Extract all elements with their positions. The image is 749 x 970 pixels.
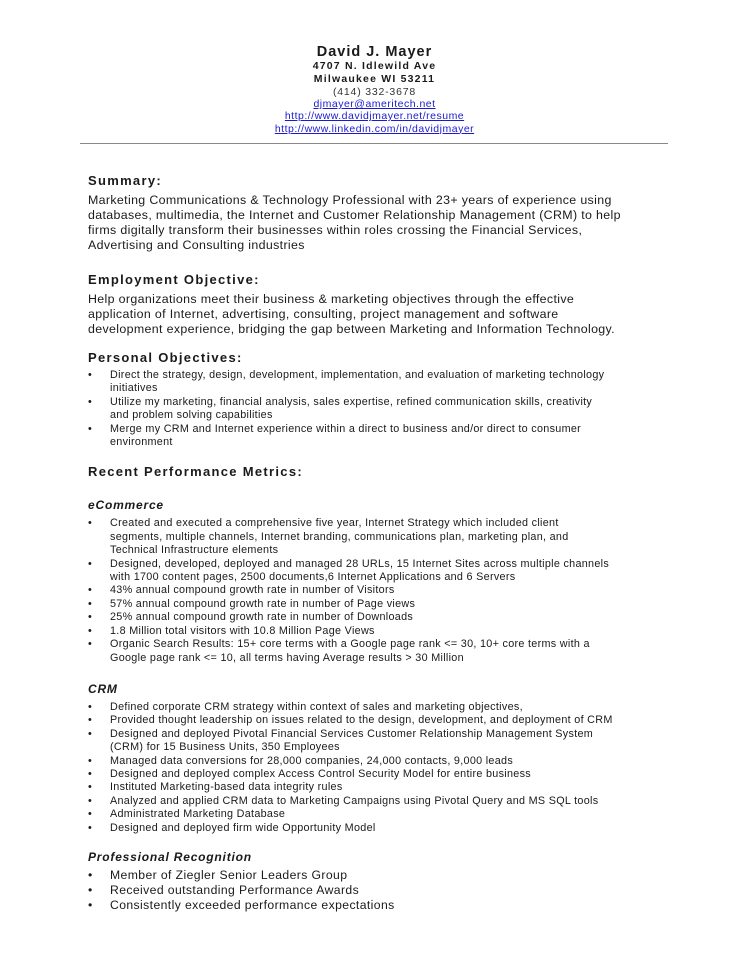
list-item [88,369,688,396]
list-item-line: (CRM) for 15 Business Units, 350 Employees [110,741,340,754]
linkedin-link[interactable]: http://www.linkedin.com/in/davidjmayer [274,122,475,135]
metrics-subsection [88,682,688,835]
list-item-line: 1.8 Million total visitors with 10.8 Million Page Views [110,624,375,637]
list-item-line: Managed data conversions for 28,000 companies, 24,000 contacts, 9,000 leads [110,754,514,767]
list-item [88,795,688,808]
header-divider [80,143,668,144]
bullet-icon: • [88,395,93,408]
list-item-line: Technical Infrastructure elements [110,544,279,557]
list-item [88,558,688,585]
list-item-line: environment [110,436,173,449]
list-item-line: Received outstanding Performance Awards [110,882,360,897]
subsection-list [88,868,688,913]
text-line: Advertising and Consulting industries [88,238,305,252]
subsection-title: Professional Recognition [88,849,252,864]
list-item-line: Instituted Marketing-based data integrity rules [110,781,343,794]
bullet-icon: • [88,422,93,435]
address-line-2: Milwaukee WI 53211 [313,73,436,85]
list-item [88,768,688,781]
bullet-icon: • [88,369,93,381]
list-item-line: Utilize my marketing, financial analysis, sales expertise, refined communication skills, creativity [110,395,593,408]
metrics-subsection [88,850,688,913]
list-item-line: Organic Search Results: 15+ core terms with a Google page rank <= 30, 10+ core terms with a [110,638,590,651]
summary-text [88,193,688,253]
text-line: Marketing Communications & Technology Professional with 23+ years of experience using [88,193,612,207]
list-item [88,423,688,450]
personal-objectives-heading: Personal Objectives: [88,350,243,365]
objective-section [88,272,688,337]
list-item-line: segments, multiple channels, Internet branding, communications plan, marketing plan, and [110,530,569,543]
website-link[interactable]: http://www.davidjmayer.net/resume [284,110,465,123]
list-item-line: and problem solving capabilities [110,409,273,422]
personal-objectives-list [88,369,688,449]
phone-number: (414) 332-3678 [332,86,416,98]
list-item-line: Defined corporate CRM strategy within context of sales and marketing objectives, [110,700,523,713]
objective-heading: Employment Objective: [88,272,260,287]
list-item [88,808,688,821]
bullet-icon: • [88,624,93,637]
list-item [88,598,688,611]
list-item-line: Member of Ziegler Senior Leaders Group [110,867,348,882]
bullet-icon: • [88,897,93,912]
list-item-line: Provided thought leadership on issues related to the design, development, and deployment of CRM [110,714,613,727]
list-item [88,584,688,597]
subsection-list [88,517,688,664]
text-line: firms digitally transform their businesses within roles crossing the Financial Services, [88,223,583,237]
subsection-title: eCommerce [88,498,164,513]
list-item-line: Analyzed and applied CRM data to Marketing Campaigns using Pivotal Query and MS SQL tools [110,794,599,807]
bullet-icon: • [88,584,93,597]
contact-header [0,44,749,135]
metrics-subsection [88,498,688,664]
bullet-icon: • [88,821,93,834]
candidate-name: David J. Mayer [316,44,433,60]
list-item [88,781,688,794]
list-item-line: initiatives [110,382,158,395]
list-item [88,625,688,638]
objective-text [88,292,688,337]
list-item [88,396,688,423]
bullet-icon: • [88,638,93,651]
list-item [88,755,688,768]
bullet-icon: • [88,867,93,882]
address-line-1: 4707 N. Idlewild Ave [312,60,437,72]
bullet-icon: • [88,808,93,821]
resume-body [88,173,688,913]
list-item [88,517,688,557]
list-item-line: Merge my CRM and Internet experience within a direct to business and/or direct to consumer [110,422,582,435]
bullet-icon: • [88,597,93,610]
bullet-icon: • [88,882,93,897]
email-link[interactable]: djmayer@ameritech.net [313,98,436,110]
list-item [88,868,688,883]
bullet-icon: • [88,754,93,767]
metrics-section [88,464,688,913]
summary-heading: Summary: [88,173,162,188]
bullet-icon: • [88,611,93,624]
list-item-line: Created and executed a comprehensive five year, Internet Strategy which included client [110,517,559,530]
bullet-icon: • [88,727,93,740]
list-item-line: Designed, developed, deployed and managed 28 URLs, 15 Internet Sites across multiple channels [110,557,610,570]
list-item [88,611,688,624]
summary-section [88,173,688,253]
personal-objectives-section [88,350,688,449]
list-item-line: Designed and deployed Pivotal Financial Services Customer Relationship Management System [110,727,594,740]
list-item [88,898,688,913]
list-item-line: Designed and deployed complex Access Control Security Model for entire business [110,767,531,780]
bullet-icon: • [88,794,93,807]
bullet-icon: • [88,517,93,530]
list-item-line: 57% annual compound growth rate in number of Page views [110,597,416,610]
list-item [88,714,688,727]
bullet-icon: • [88,557,93,570]
metrics-heading: Recent Performance Metrics: [88,464,303,480]
list-item-line: 25% annual compound growth rate in number of Downloads [110,611,414,624]
text-line: application of Internet, advertising, consulting, project management and software [88,307,559,321]
list-item-line: Consistently exceeded performance expectations [110,897,395,912]
list-item-line: Direct the strategy, design, development, implementation, and evaluation of marketing technology [110,369,605,381]
subsection-title: CRM [88,681,118,696]
bullet-icon: • [88,700,93,713]
list-item [88,728,688,755]
list-item-line: Designed and deployed firm wide Opportunity Model [110,821,376,834]
bullet-icon: • [88,781,93,794]
text-line: development experience, bridging the gap between Marketing and Information Technology. [88,322,615,336]
list-item-line: Administrated Marketing Database [110,808,286,821]
list-item [88,883,688,898]
list-item [88,638,688,665]
list-item [88,822,688,835]
bullet-icon: • [88,767,93,780]
subsection-list [88,701,688,835]
text-line: databases, multimedia, the Internet and Customer Relationship Management (CRM) to help [88,208,621,222]
list-item-line: Google page rank <= 10, all terms having Average results > 30 Million [110,651,464,664]
list-item-line: 43% annual compound growth rate in number of Visitors [110,584,395,597]
list-item [88,701,688,714]
text-line: Help organizations meet their business & marketing objectives through the effective [88,292,575,306]
bullet-icon: • [88,714,93,727]
list-item-line: with 1700 content pages, 2500 documents,6 Internet Applications and 6 Servers [110,571,516,584]
